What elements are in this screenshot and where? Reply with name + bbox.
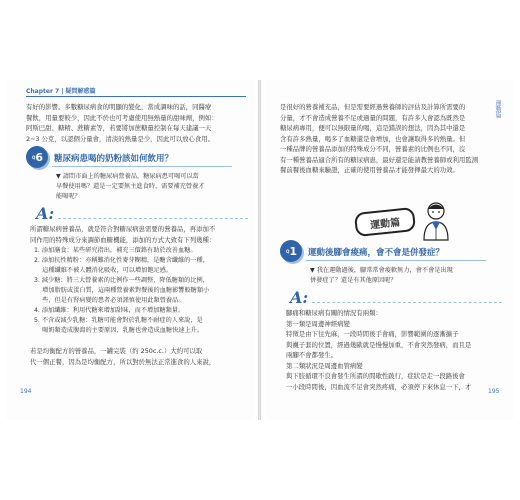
- paragraph-line: 兩腳不會都發生。: [286, 351, 338, 359]
- list-item: 4. 添加纖維：利用代糖來增加甜味，而不增加糖類量。: [34, 307, 185, 314]
- page-number: 194: [20, 388, 32, 395]
- paragraph-line: 有好的影響。多數糖尿病食的明顯的變化，當成調味的話，同醫療: [26, 103, 212, 111]
- answer-a-icon: A:: [290, 288, 309, 307]
- answer-rule: [58, 218, 248, 219]
- answer-body: [286, 308, 508, 392]
- paragraph-line: 一種品牌的營養品添加的特殊成分不同，營養素的比例也不同，沒: [280, 145, 466, 153]
- question-line: 能喝呢？: [56, 193, 81, 200]
- right-intro: [280, 102, 502, 176]
- paragraph-line: 所謂糖尿病營養品，就是符合對糖尿病患需要的營養品，再添加不: [30, 225, 216, 233]
- section-stamp: 運動篇: [354, 207, 416, 237]
- paragraph-line: 餐前餐後血糖來驗證，正確的使用營養品才能發揮最大的功效。: [280, 166, 459, 174]
- question-body: [310, 266, 506, 286]
- paragraph-line: 有一種營養品適合所有的糖尿病患，最好還是能請教營養師或利用監測: [280, 155, 479, 164]
- paragraph-line: 一小段時間後，因血流不足會突然疼痛，必須停下來休息一下，才: [286, 382, 472, 391]
- paragraph-line: 餐飲，用量要較少，因此不於也可考慮使用無熱量的甜味劑，例如：: [26, 113, 218, 122]
- book-gutter: [258, 80, 261, 420]
- paragraph-line: 2~3 公克，以認個分量會，清淡的熱量是少，因此可以放心食用。: [26, 134, 215, 143]
- question-line: ▼ 我在運動過後，腳常常會痠軟無力，會不會是出現: [310, 267, 453, 274]
- list-item: 增加脂肪或蛋白質，這兩種營養素對餐後的血糖影響較糖類小: [34, 287, 210, 294]
- paragraph-line: 與下肢循環不良會發生所謂的間歇性跛行，症狀是走一段路後會: [286, 372, 465, 380]
- list-item: 5. 不含或減少乳糖：乳糖可能會對於乳糖不耐症的人來說，是: [34, 317, 203, 324]
- paragraph-line: 第二類狀況是周邊血管病變: [286, 361, 363, 370]
- list-item: 些，但是有腎病變的患者必須謹慎使用此類營養品。: [34, 297, 185, 304]
- paragraph-line: 特徵是由下往先麻，一段時間後手會痛，影響範圍的逐漸擴子: [286, 330, 459, 338]
- list-item: 2. 添加抗性精粉：亦稱難消化性麥芽糊精，是醣含纖維的一種，: [34, 257, 209, 264]
- answer-a-icon: A:: [36, 204, 55, 223]
- answer-body: [30, 224, 250, 245]
- steps-list: [34, 246, 250, 336]
- left-intro: [26, 102, 248, 144]
- paragraph-line: 糖尿病專用，便可以無限量的喝，這是錯誤的想法，因為其中還是: [280, 124, 466, 132]
- side-tab-exercise: 運動篇: [494, 100, 501, 118]
- question-heading-6: [26, 146, 173, 168]
- question-title: 糖尿病患喝的奶粉該如何飲用？: [54, 154, 174, 164]
- paragraph-line: 腳痛和糖尿病有關的情況有兩類：: [286, 309, 382, 317]
- page-number: 195: [488, 388, 500, 395]
- paragraph-line: 分量，才不會造成營養不足或過量的問題，有許多人會認為既然是: [280, 113, 466, 122]
- paragraph-line: 代一個正餐，因為是均衡配方，所以對於無法正常進食的人來說，: [30, 357, 216, 366]
- paragraph-line: 同作用的特殊成分來調節血糖機能，添加的方式大致有下列幾種：: [30, 235, 216, 244]
- book-spread: [0, 80, 520, 420]
- left-page: [6, 80, 254, 420]
- answer-rule: [312, 302, 502, 303]
- question-line: 早餐使用嗎？還是一定要無主進食時，需要補充營養才: [56, 183, 205, 190]
- doctor-illustration-icon: [418, 200, 454, 242]
- paragraph-line: 阿斯巴甜、糖精、蔗糖素等，若要將加蔗糖量控制在每天建議一天: [26, 124, 212, 132]
- paragraph-line: 若是均衡配方的營養品，一罐完裝（約 250c.c.）大約可以取: [30, 347, 203, 355]
- question-line: ▼ 請問市面上的糖尿病營養品，糖尿病患可喝可以當: [56, 173, 199, 180]
- left-outro: [30, 346, 250, 367]
- question-line: 併發症了？還是有其他原因呢？: [310, 277, 397, 284]
- paragraph-line: 含有許多熱量，喝多了血糖還是會增加，也會讓取得多的熱量。但: [280, 134, 466, 143]
- list-item: 這種纖維不被人體消化吸收，可以增加飽足感。: [34, 267, 173, 274]
- chapter-header: Chapter 7 | 疑問解惑篇: [26, 88, 96, 95]
- right-page: [266, 80, 514, 420]
- header-rule: [26, 96, 246, 97]
- list-item: 1. 添加膳食：某些研究指出，補充三價鉻有助於改善血糖。: [34, 247, 197, 254]
- title-underline: [306, 260, 486, 261]
- paragraph-line: 是很好的營養補充品，但是需要經過營養師的評估及計算所需要的: [280, 103, 466, 111]
- question-body: [56, 172, 248, 202]
- question-title: 運動後腳會痠痛，會不會是併發症？: [308, 248, 445, 258]
- question-number-badge-icon: Q 1: [280, 240, 302, 262]
- list-item: 3. 減少糖：將三大營養素的比例作一些調整，降低糖類的比例，: [34, 277, 209, 284]
- list-item: 喝奶類造成腹瀉的主要原因，乳糖也會造成血糖快速上升。: [34, 327, 204, 334]
- paragraph-line: 第一類是周邊神經病變: [286, 319, 350, 328]
- title-underline: [52, 166, 232, 167]
- paragraph-line: 與襪子套的位置，經過幾歐就是慢慢加重，不會突然發病，而且是: [286, 340, 472, 349]
- question-heading-1: [280, 240, 444, 262]
- question-number-badge-icon: Q 6: [26, 146, 48, 168]
